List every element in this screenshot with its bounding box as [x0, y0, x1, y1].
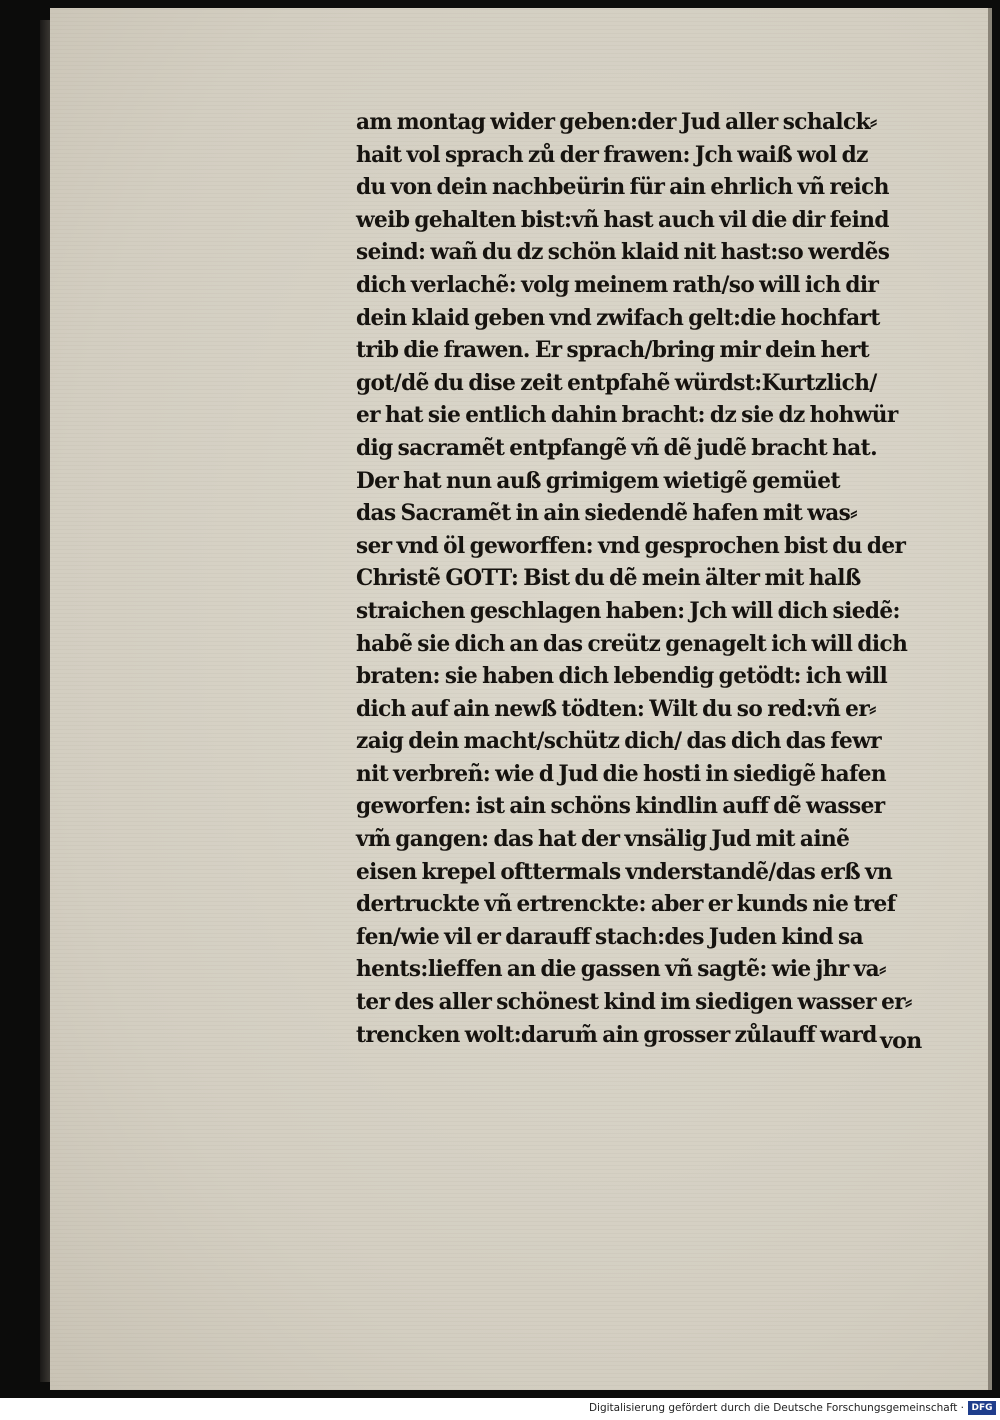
text-line: habẽ sie dich an das creütz genagelt ich will dich — [356, 630, 908, 657]
text-line: fen/wie vil er darauff stach:des Juden kind sa — [356, 923, 864, 950]
page-edge — [40, 20, 50, 1382]
text-line: seind: wañ du dz schön klaid nit hast:so werdẽs — [356, 239, 890, 266]
text-line: ser vnd öl geworffen: vnd gesprochen bist du der — [356, 532, 906, 559]
text-line: trencken wolt:darum̃ ain grosser zůlauff ward — [356, 1021, 877, 1048]
text-line: du von dein nachbeürin für ain ehrlich vñ reich — [356, 174, 889, 201]
footer-credit: Digitalisierung gefördert durch die Deutsche Forschungsgemeinschaft · — [588, 1402, 964, 1414]
text-line: ter des aller schönest kind im siedigen wasser er⸗ — [356, 989, 912, 1016]
text-line: vm̃ gangen: das hat der vnsälig Jud mit ainẽ — [356, 826, 850, 853]
text-line: er hat sie entlich dahin bracht: dz sie dz hohwür — [356, 402, 898, 429]
text-line: dich verlachẽ: volg meinem rath/so will ich dir — [356, 271, 879, 298]
text-line: geworfen: ist ain schöns kindlin auff dẽ wasser — [356, 793, 885, 820]
text-line: dig sacramẽt entpfangẽ vñ dẽ judẽ bracht hat. — [356, 434, 878, 461]
text-line: got/dẽ du dise zeit entpfahẽ würdst:Kurtzlich/ — [356, 369, 877, 396]
text-line: am montag wider geben:der Jud aller schalck⸗ — [356, 109, 877, 135]
text-line: nit verbreñ: wie d Jud die hosti in siedigẽ hafen — [356, 760, 887, 787]
text-line: Christẽ GOTT: Bist du dẽ mein älter mit halß — [356, 565, 861, 592]
footer-bar — [0, 1398, 1000, 1420]
text-line: eisen krepel ofttermals vnderstandẽ/das erß vn — [356, 858, 893, 885]
text-line: Der hat nun auß grimigem wietigẽ gemüet — [356, 467, 840, 494]
text-line: hents:lieffen an die gassen vñ sagtẽ: wie jhr va⸗ — [356, 956, 886, 983]
text-line: dich auf ain newß tödten: Wilt du so red:vñ er⸗ — [356, 695, 876, 722]
text-line: das Sacramẽt in ain siedendẽ hafen mit was⸗ — [356, 500, 857, 527]
dfg-logo: DFG — [968, 1401, 996, 1415]
text-line: dein klaid geben vnd zwifach gelt:die hochfart — [356, 304, 880, 331]
text-line: braten: sie haben dich lebendig getödt: ich will — [356, 663, 888, 690]
text-line: dertruckte vñ ertrenckte: aber er kunds nie tref — [356, 891, 896, 918]
text-line: straichen geschlagen haben: Jch will dich siedẽ: — [356, 597, 900, 624]
catchword: von — [880, 1028, 922, 1054]
text-line: weib gehalten bist:vñ hast auch vil die dir feind — [356, 206, 889, 233]
text-line: zaig dein macht/schütz dich/ das dich das fewr — [356, 728, 882, 755]
text-line: trib die frawen. Er sprach/bring mir dein hert — [356, 337, 870, 364]
text-line: hait vol sprach zů der frawen: Jch waiß wol dz — [356, 141, 868, 168]
text-block — [356, 106, 956, 1051]
